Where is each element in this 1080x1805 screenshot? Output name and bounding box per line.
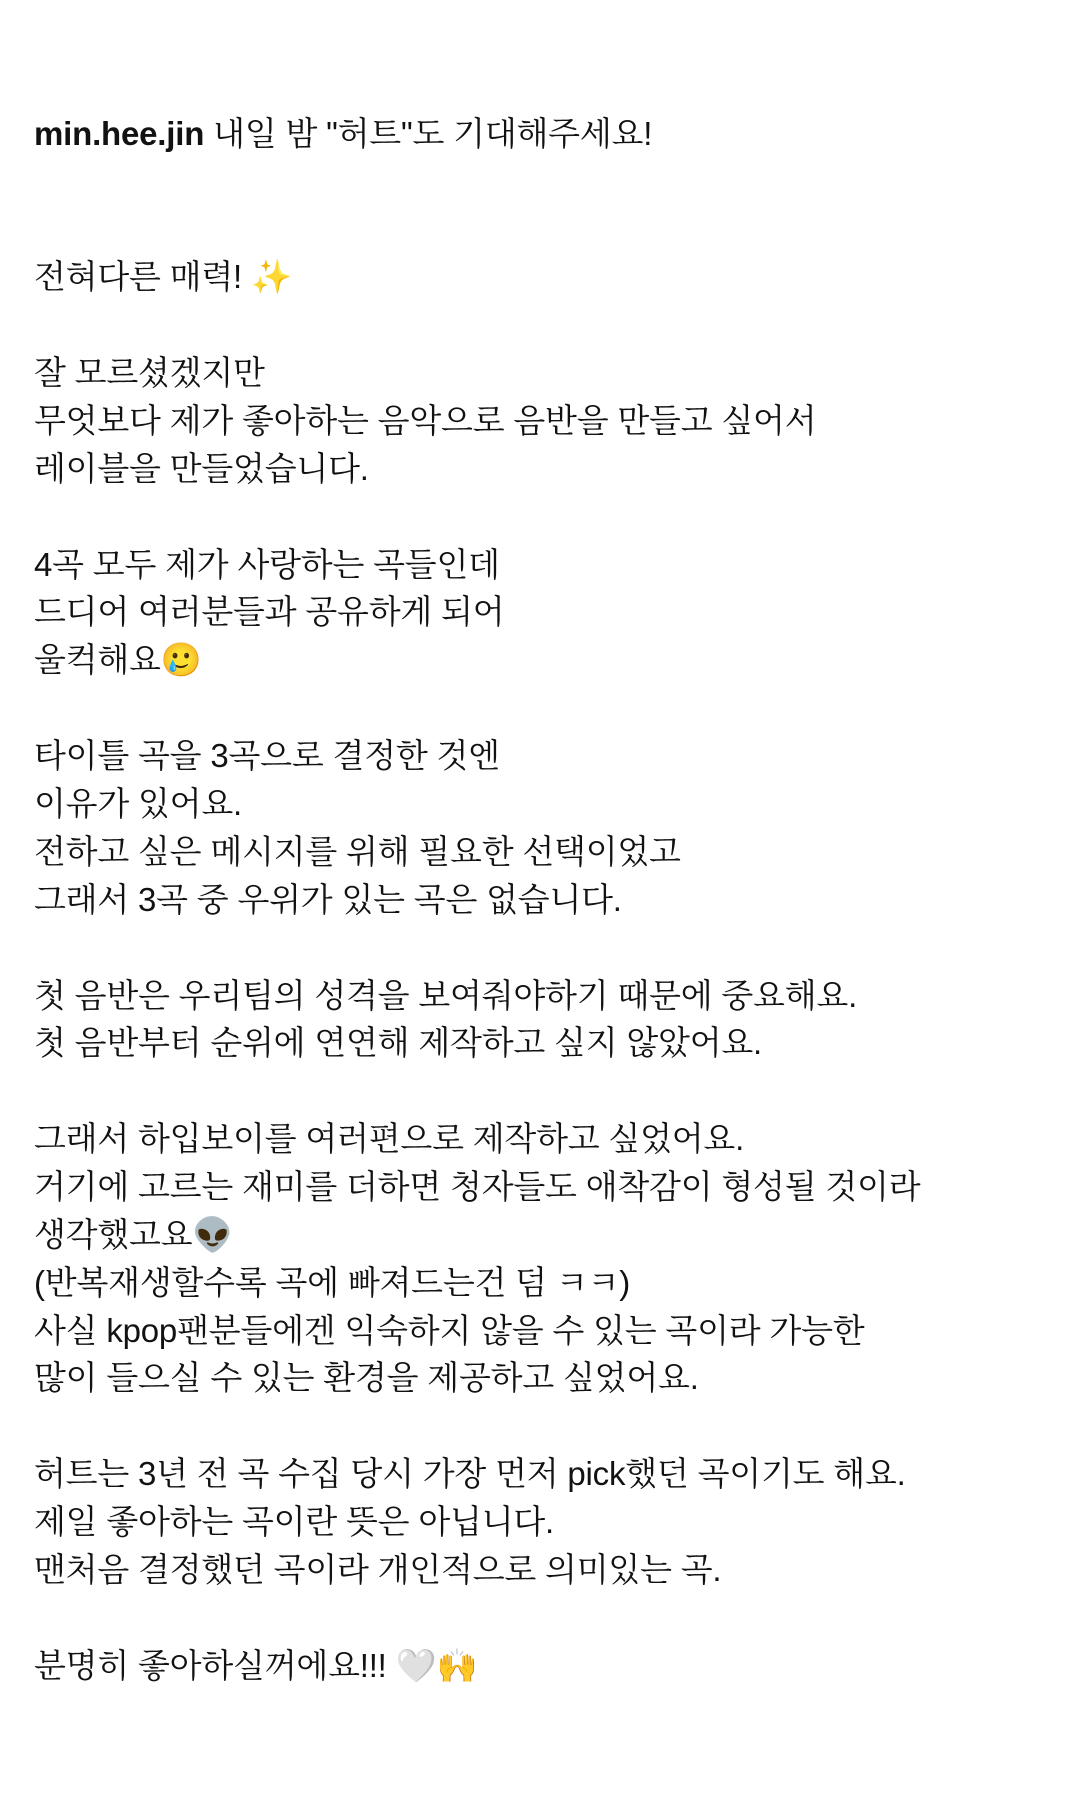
caption-line: 첫 음반부터 순위에 연연해 제작하고 싶지 않았어요. [34,1024,763,1062]
caption-line: 이유가 있어요. [34,784,243,822]
caption-blank-line [34,924,1046,972]
caption-line: 전혀다른 매력! ✨ [34,258,292,296]
caption-line: 첫 음반은 우리팀의 성격을 보여줘야하기 때문에 중요해요. [34,976,858,1014]
caption-line: (반복재생할수록 곡에 빠져드는건 덤 ㅋㅋ) [34,1263,630,1301]
caption-blank-line [34,1594,1046,1642]
caption-line: 맨처음 결정했던 곡이라 개인적으로 의미있는 곡. [34,1550,722,1588]
caption-body [34,253,1046,1689]
caption-first-line [34,110,1046,158]
caption-line: 드디어 여러분들과 공유하게 되어 [34,593,505,631]
caption-line: 사실 kpop팬분들에겐 익숙하지 않을 수 있는 곡이라 가능한 [34,1311,865,1349]
caption-line: 전하고 싶은 메시지를 위해 필요한 선택이었고 [34,832,681,870]
caption-line: 분명히 좋아하실꺼에요!!! 🤍🙌 [34,1646,478,1684]
caption-line: 허트는 3년 전 곡 수집 당시 가장 먼저 pick했던 곡이기도 해요. [34,1455,906,1493]
caption-line: 타이틀 곡을 3곡으로 결정한 것엔 [34,737,500,775]
caption-line: 생각했고요👽 [34,1215,234,1253]
username-link[interactable]: min.hee.jin [34,114,205,152]
caption-blank-line [34,493,1046,541]
caption-line: 그래서 3곡 중 우위가 있는 곡은 없습니다. [34,880,622,918]
caption-line: 많이 들으실 수 있는 환경을 제공하고 싶었어요. [34,1359,699,1397]
caption-line: 거기에 고르는 재미를 더하면 청자들도 애착감이 형성될 것이라 [34,1168,921,1206]
caption-line: 레이블을 만들었습니다. [34,449,369,487]
caption-line: 무엇보다 제가 좋아하는 음악으로 음반을 만들고 싶어서 [34,401,817,439]
caption-line: 그래서 하입보이를 여러편으로 제작하고 싶었어요. [34,1120,745,1158]
caption-first-line-text: 내일 밤 "허트"도 기대해주세요! [204,114,653,152]
caption-blank-line [34,684,1046,732]
caption-line: 잘 모르셨겠지만 [34,354,265,392]
caption-blank-line [34,301,1046,349]
caption-blank-line [34,1067,1046,1115]
caption-blank-line [34,1402,1046,1450]
caption-line: 울컥해요🥲 [34,641,202,679]
caption-line: 제일 좋아하는 곡이란 뜻은 아닙니다. [34,1503,555,1541]
caption-line: 4곡 모두 제가 사랑하는 곡들인데 [34,545,500,583]
post-caption [34,14,1046,1785]
